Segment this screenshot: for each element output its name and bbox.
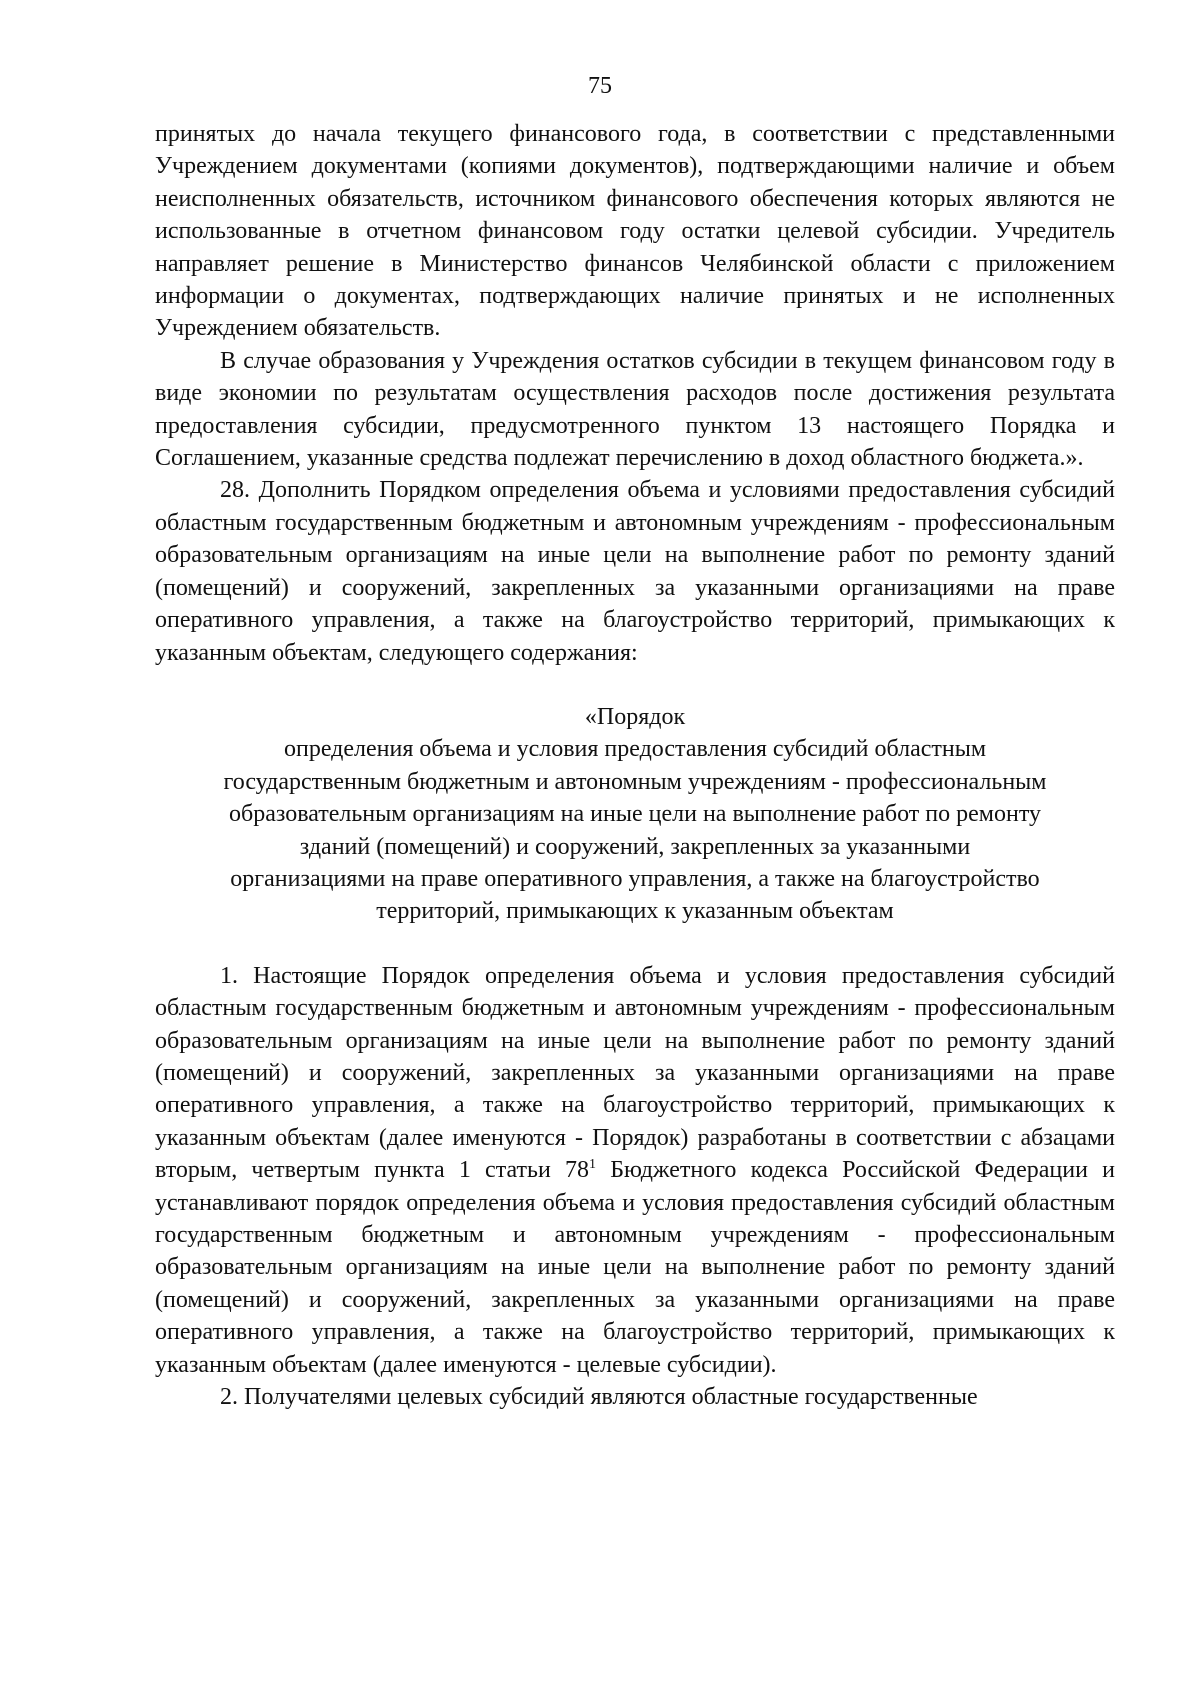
page-number: 75	[588, 73, 612, 99]
paragraph-continuation: принятых до начала текущего финансового года, в соответствии с представленными Учреждением документами (копиями документов), подтверждающими наличие и объем неисполненных обязательств, источником финансового обеспечения которых являются не использованные в отчетном финансовом году остатки целевой субсидии. Учредитель направляет решение в Министерство финансов Челябинской области с приложением информации о документах, подтверждающих наличие принятых и не исполненных Учреждением обязательств.	[155, 121, 1115, 342]
document-body	[155, 118, 1115, 1413]
paragraph-item-1-text: 1. Настоящие Порядок определения объема и условия предоставления субсидий областным государственным бюджетным и автономным учреждениям - профессиональным образовательным организациям на иные цели на выполнение работ по ремонту зданий (помещений) и сооружений, закрепленных за указанными организациями на праве оперативного управления, а также на благоустройство территорий, примыкающих к указанным объектам (далее именуются - Порядок) разработаны в соответствии с абзацами вторым, четвертым пункта 1 статьи 78	[155, 962, 1115, 1184]
procedure-title	[155, 701, 1115, 928]
paragraph-item-28: 28. Дополнить Порядком определения объема и условиями предоставления субсидий областным государственным бюджетным и автономным учреждениям - профессиональным образовательным организациям на иные цели на выполнение работ по ремонту зданий (помещений) и сооружений, закрепленных за указанными организациями на праве оперативного управления, а также на благоустройство территорий, примыкающих к указанным объектам, следующего содержания:	[155, 477, 1115, 666]
paragraph-balance-savings: В случае образования у Учреждения остатков субсидии в текущем финансовом году в виде экономии по результатам осуществления расходов после достижения результата предоставления субсидии, предусмотренного пунктом 13 настоящего Порядка и Соглашением, указанные средства подлежат перечислению в доход областного бюджета.».	[155, 347, 1115, 472]
title-line: зданий (помещений) и сооружений, закрепленных за указанными	[299, 833, 971, 860]
paragraph-item-1	[155, 960, 1115, 1381]
title-line: организациями на праве оперативного управления, а также на благоустройство	[230, 865, 1040, 892]
title-line: образовательным организациям на иные цели на выполнение работ по ремонту	[228, 801, 1041, 828]
paragraph-item-2: 2. Получателями целевых субсидий являются областные государственные	[220, 1384, 978, 1411]
article-superscript: 1	[589, 1157, 597, 1173]
title-line: определения объема и условия предоставления субсидий областным	[283, 736, 987, 763]
title-line: «Порядок	[584, 703, 686, 730]
paragraph-item-1-text-cont: Бюджетного кодекса Российской Федерации и устанавливают порядок определения объема и условия предоставления субсидий областным государственным бюджетным и автономным учреждениям - профессиональным образовательным организациям на иные цели на выполнение работ по ремонту зданий (помещений) и сооружений, закрепленных за указанными организациями на праве оперативного управления, а также на благоустройство территорий, примыкающих к указанным объектам (далее именуются - целевые субсидии).	[155, 1157, 1116, 1378]
title-line: территорий, примыкающих к указанным объектам	[376, 898, 894, 925]
title-line: государственным бюджетным и автономным учреждениям - профессиональным	[223, 768, 1047, 795]
